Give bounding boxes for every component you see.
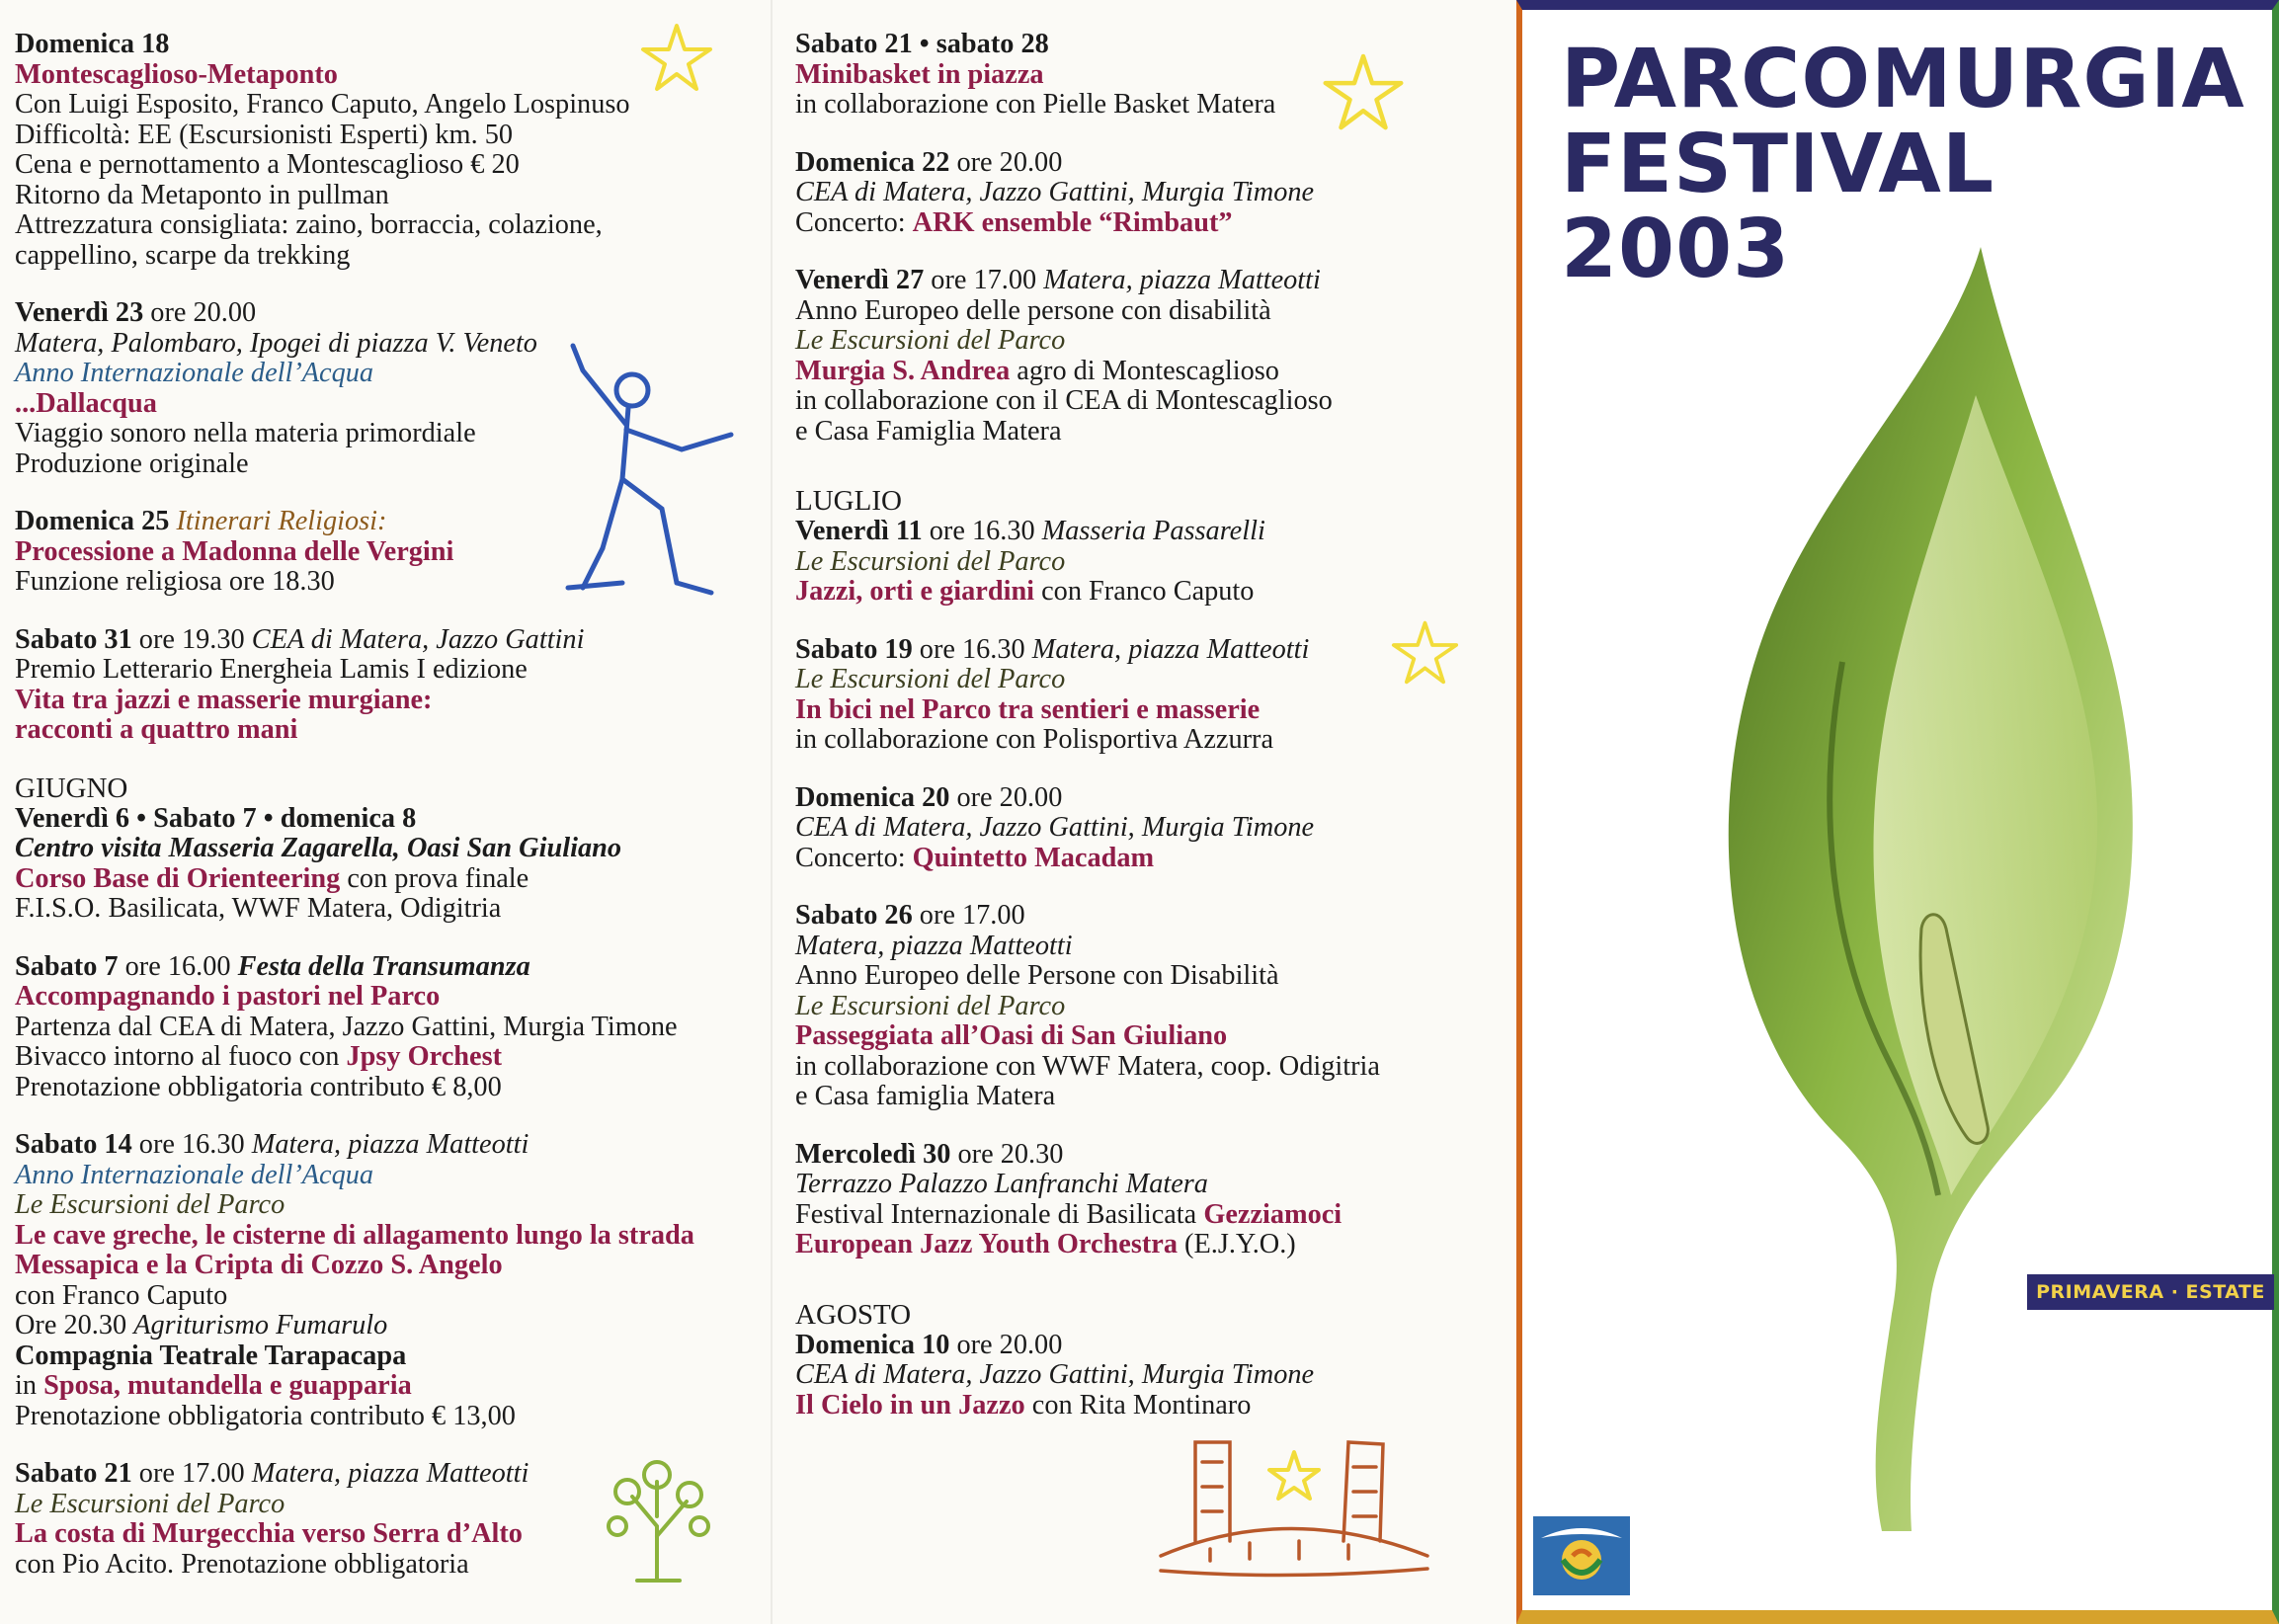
- event-time: ore 20.00: [143, 297, 257, 328]
- festival-title-line-2: FESTIVAL 2003: [1561, 118, 1995, 296]
- event-time: ore 20.00: [949, 146, 1063, 178]
- event-series: Le Escursioni del Parco: [795, 990, 1066, 1021]
- event-domenica-22: [795, 148, 1521, 239]
- event-guides: Con Luigi Esposito, Franco Caputo, Angelo Lospinuso: [15, 89, 630, 120]
- event-desc-1: Viaggio sonoro nella materia primordiale: [15, 418, 476, 448]
- park-logo-icon: [1533, 1516, 1630, 1595]
- event-sabato-26: [795, 901, 1521, 1112]
- event-place: Matera, piazza Matteotti: [795, 930, 1073, 961]
- event-title: ARK ensemble “Rimbaut”: [912, 206, 1233, 238]
- event-desc: Premio Letterario Energheia Lamis I edizione: [15, 654, 528, 685]
- event-date: Venerdì 11: [795, 516, 923, 546]
- event-title: Passeggiata all’Oasi di San Giuliano: [795, 1020, 1228, 1051]
- event-title-line-1: Le cave greche, le cisterne di allagamento lungo la strada: [15, 1219, 694, 1251]
- event-time: ore 16.30: [912, 633, 1032, 665]
- event-date: Domenica 20: [795, 781, 950, 813]
- star-doodle-icon: [1319, 49, 1408, 133]
- event-series: Itinerari Religiosi:: [169, 506, 387, 536]
- event-domenica-10: [795, 1331, 1521, 1421]
- event-time: ore 16.00: [118, 950, 238, 982]
- event-title-tail: (E.J.Y.O.): [1177, 1229, 1296, 1259]
- event-title: Il Cielo in un Jazzo: [795, 1389, 1025, 1421]
- month-heading-giugno: GIUGNO: [15, 771, 128, 804]
- event-title: Jazzi, orti e giardini: [795, 576, 1035, 607]
- season-badge: PRIMAVERA · ESTATE: [2027, 1274, 2274, 1310]
- event-collab-1: in collaborazione con WWF Matera, coop. Odigitria: [795, 1050, 1380, 1082]
- event-place: Matera, piazza Matteotti: [251, 1129, 529, 1160]
- event-date: Domenica 10: [795, 1329, 950, 1360]
- event-venerdi-6: [15, 804, 751, 925]
- event-evening-time: Ore 20.30: [15, 1310, 134, 1340]
- event-bivouac: Bivacco intorno al fuoco con: [15, 1041, 347, 1072]
- event-title-line-2: Messapica e la Cripta di Cozzo S. Angelo: [15, 1250, 503, 1280]
- event-place: CEA di Matera, Jazzo Gattini, Murgia Timone: [795, 812, 1315, 843]
- event-title: Minibasket in piazza: [795, 58, 1044, 90]
- event-date: Sabato 21 • sabato 28: [795, 29, 1049, 59]
- event-sabato-7: [15, 952, 751, 1103]
- event-title-tail: agro di Montescaglioso: [1010, 355, 1279, 386]
- event-title: Quintetto Macadam: [912, 842, 1155, 873]
- event-place: CEA di Matera, Jazzo Gattini, Murgia Timone: [795, 177, 1315, 207]
- event-difficulty: Difficoltà: EE (Escursionisti Esperti) km. 50: [15, 119, 514, 150]
- event-place: Matera, Palombaro, Ipogei di piazza V. Veneto: [15, 327, 537, 359]
- event-desc: Anno Europeo delle persone con disabilità: [795, 294, 1271, 326]
- event-gear-line-2: cappellino, scarpe da trekking: [15, 239, 351, 271]
- event-place: CEA di Matera, Jazzo Gattini, Murgia Timone: [795, 1359, 1315, 1390]
- event-desc-2: Produzione originale: [15, 447, 249, 479]
- event-time: ore 17.00: [912, 900, 1025, 931]
- month-heading-luglio: LUGLIO: [795, 485, 902, 517]
- program-column-1: [0, 0, 751, 1624]
- event-date: Venerdì 23: [15, 297, 144, 328]
- event-prefix: Concerto:: [795, 206, 913, 238]
- event-time: ore 17.00: [924, 265, 1044, 295]
- event-festival: Festival Internazionale di Basilicata: [795, 1198, 1204, 1230]
- event-time: ore 20.30: [950, 1138, 1064, 1170]
- event-time: ore 19.30: [131, 623, 252, 655]
- event-venerdi-11: [795, 517, 1521, 608]
- event-series: Anno Internazionale dell’Acqua: [15, 358, 374, 388]
- event-series: Le Escursioni del Parco: [795, 325, 1066, 356]
- event-festival-name: Gezziamoci: [1203, 1198, 1343, 1230]
- dancer-doodle-icon: [563, 341, 741, 598]
- event-series: Anno Internazionale dell’Acqua: [15, 1159, 374, 1190]
- event-date: Domenica 18: [15, 29, 170, 59]
- event-title-tail: con Franco Caputo: [1034, 576, 1255, 607]
- event-place: Matera, piazza Matteotti: [1031, 633, 1310, 665]
- event-title: Corso Base di Orienteering: [15, 862, 341, 894]
- event-prefix: Concerto:: [795, 842, 913, 873]
- event-title-tail: con prova finale: [340, 862, 529, 894]
- event-domenica-20: [795, 783, 1521, 874]
- event-dinner: Cena e pernottamento a Montescaglioso € 20: [15, 149, 520, 180]
- star-doodle-icon: [637, 20, 716, 94]
- event-title: European Jazz Youth Orchestra: [795, 1229, 1178, 1259]
- event-title: Accompagnando i pastori nel Parco: [15, 981, 441, 1012]
- event-partners: F.I.S.O. Basilicata, WWF Matera, Odigitria: [15, 893, 502, 924]
- event-collab-1: in collaborazione con il CEA di Montescaglioso: [795, 385, 1333, 416]
- event-place: Centro visita Masseria Zagarella, Oasi San Giuliano: [15, 833, 621, 863]
- star-doodle-icon: [1388, 617, 1462, 687]
- event-date: Sabato 31: [15, 623, 132, 655]
- event-sabato-31: [15, 625, 751, 746]
- event-time: ore 16.30: [131, 1129, 252, 1160]
- festival-title-line-1: PARCOMURGIA: [1561, 33, 2245, 126]
- event-sabato-14: [15, 1130, 751, 1431]
- event-place: Masseria Passarelli: [1041, 516, 1265, 546]
- event-title: Montescaglioso-Metaponto: [15, 58, 338, 90]
- event-time: ore 20.00: [949, 781, 1063, 813]
- event-date: Venerdì 6 • Sabato 7 • domenica 8: [15, 802, 417, 834]
- event-date: Domenica 22: [795, 146, 950, 178]
- event-collab-2: e Casa Famiglia Matera: [795, 415, 1062, 447]
- event-show: Sposa, mutandella e guapparia: [43, 1370, 412, 1401]
- event-title: ...Dallacqua: [15, 387, 157, 419]
- event-desc: Funzione religiosa ore 18.30: [15, 566, 335, 597]
- village-doodle-icon: [1151, 1432, 1437, 1581]
- event-date: Venerdì 27: [795, 265, 925, 295]
- event-series-2: Le Escursioni del Parco: [15, 1189, 285, 1220]
- event-sabato-21-28: [795, 30, 1521, 121]
- event-series: Le Escursioni del Parco: [15, 1488, 285, 1519]
- event-desc: in collaborazione con Polisportiva Azzurra: [795, 724, 1274, 755]
- event-date: Mercoledì 30: [795, 1138, 951, 1170]
- event-series: Le Escursioni del Parco: [795, 664, 1066, 694]
- event-title: Processione a Madonna delle Vergini: [15, 535, 454, 567]
- event-series: Le Escursioni del Parco: [795, 545, 1066, 577]
- event-title-line-2: racconti a quattro mani: [15, 714, 298, 745]
- event-desc: con Pio Acito. Prenotazione obbligatoria: [15, 1548, 469, 1580]
- calla-leaf-illustration: [1679, 247, 2173, 1541]
- event-venerdi-27: [795, 266, 1521, 447]
- event-title: In bici nel Parco tra sentieri e masserie: [795, 693, 1261, 725]
- event-title: La costa di Murgecchia verso Serra d’Alto: [15, 1518, 523, 1549]
- event-place: CEA di Matera, Jazzo Gattini: [251, 623, 585, 655]
- event-collab-2: e Casa famiglia Matera: [795, 1081, 1056, 1111]
- event-time: ore 16.30: [922, 516, 1042, 546]
- event-title-tail: con Rita Montinaro: [1024, 1389, 1252, 1421]
- event-date: Domenica 25: [15, 506, 170, 536]
- event-date: Sabato 14: [15, 1129, 132, 1160]
- event-place: Matera, piazza Matteotti: [1043, 265, 1321, 295]
- event-booking: Prenotazione obbligatoria contributo € 13,00: [15, 1400, 516, 1431]
- event-desc: Partenza dal CEA di Matera, Jazzo Gattini, Murgia Timone: [15, 1011, 678, 1042]
- event-place: Matera, piazza Matteotti: [251, 1458, 529, 1489]
- event-band: Jpsy Orchest: [346, 1041, 503, 1072]
- event-date: Sabato 7: [15, 950, 119, 982]
- event-return: Ritorno da Metaponto in pullman: [15, 179, 389, 210]
- event-desc: Anno Europeo delle Persone con Disabilità: [795, 960, 1279, 991]
- event-desc: in collaborazione con Pielle Basket Matera: [795, 89, 1276, 120]
- event-mercoledi-30: [795, 1140, 1521, 1260]
- month-heading-agosto: AGOSTO: [795, 1298, 912, 1331]
- event-gear-line-1: Attrezzatura consigliata: zaino, borraccia, colazione,: [15, 209, 603, 240]
- event-date: Sabato 19: [795, 633, 913, 665]
- event-date: Sabato 21: [15, 1458, 132, 1489]
- event-company: Compagnia Teatrale Tarapacapa: [15, 1340, 407, 1371]
- tree-doodle-icon: [603, 1457, 716, 1585]
- event-time: ore 17.00: [131, 1458, 252, 1489]
- event-title-line-1: Vita tra jazzi e masserie murgiane:: [15, 684, 433, 715]
- event-place: Terrazzo Palazzo Lanfranchi Matera: [795, 1169, 1208, 1199]
- event-show-prefix: in: [15, 1370, 44, 1401]
- event-title: Murgia S. Andrea: [795, 355, 1011, 386]
- event-evening-place: Agriturismo Fumarulo: [133, 1310, 388, 1340]
- event-date: Sabato 26: [795, 900, 913, 931]
- event-guide: con Franco Caputo: [15, 1279, 228, 1311]
- event-booking: Prenotazione obbligatoria contributo € 8,00: [15, 1071, 502, 1102]
- event-series: Festa della Transumanza: [237, 950, 530, 982]
- program-column-2: [771, 0, 1521, 1624]
- event-time: ore 20.00: [949, 1329, 1063, 1360]
